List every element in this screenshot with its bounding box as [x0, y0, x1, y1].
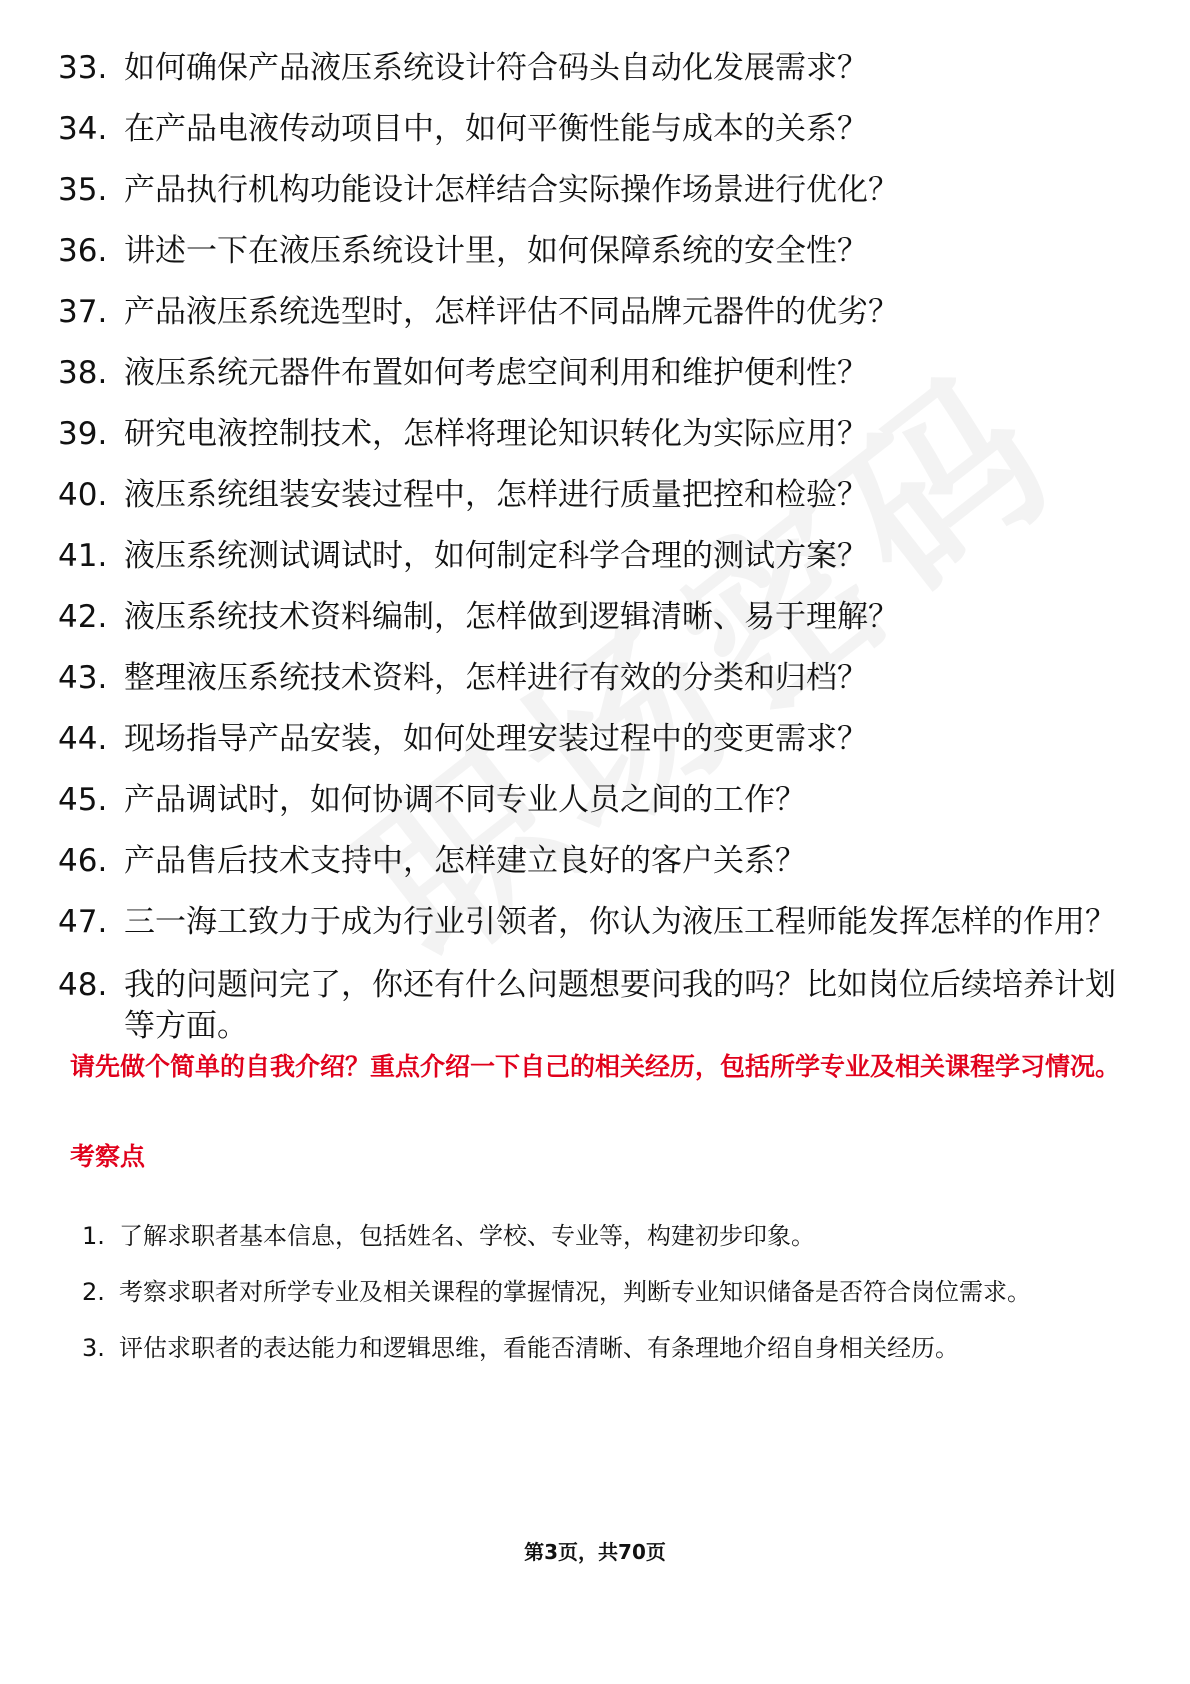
question-number: 44. — [58, 721, 108, 757]
point-text: 了解求职者基本信息，包括姓名、学校、专业等，构建初步印象。 — [119, 1222, 815, 1250]
question-number: 35. — [58, 172, 108, 208]
question-text: 在产品电液传动项目中，如何平衡性能与成本的关系？ — [124, 111, 868, 147]
question-number: 45. — [58, 782, 108, 818]
question-text: 我的问题问完了，你还有什么问题想要问我的吗？比如岗位后续培养计划等方面。 — [124, 967, 1116, 1044]
list-item — [58, 170, 1138, 211]
question-number: 34. — [58, 111, 108, 147]
list-item — [82, 1210, 1132, 1262]
point-number: 1. — [82, 1222, 105, 1250]
list-item — [58, 231, 1138, 272]
list-item — [58, 719, 1138, 760]
question-number: 47. — [58, 904, 108, 940]
question-text: 液压系统测试调试时，如何制定科学合理的测试方案？ — [124, 538, 868, 574]
list-item — [58, 902, 1138, 943]
question-number: 33. — [58, 50, 108, 86]
list-item — [58, 48, 1138, 89]
question-number: 38. — [58, 355, 108, 391]
list-item — [58, 658, 1138, 699]
question-text: 产品售后技术支持中，怎样建立良好的客户关系？ — [124, 843, 806, 879]
highlight-question: 请先做个简单的自我介绍？重点介绍一下自己的相关经历，包括所学专业及相关课程学习情况。 — [70, 1052, 1121, 1081]
question-number: 40. — [58, 477, 108, 513]
question-text: 三一海工致力于成为行业引领者，你认为液压工程师能发挥怎样的作用？ — [124, 904, 1116, 940]
question-text: 产品调试时，如何协调不同专业人员之间的工作？ — [124, 782, 806, 818]
list-item — [58, 780, 1138, 821]
question-text: 产品液压系统选型时，怎样评估不同品牌元器件的优劣？ — [124, 294, 899, 330]
point-text: 评估求职者的表达能力和逻辑思维，看能否清晰、有条理地介绍自身相关经历。 — [119, 1334, 959, 1362]
list-item — [58, 536, 1138, 577]
list-item — [82, 1322, 1132, 1374]
question-number: 42. — [58, 599, 108, 635]
question-number: 39. — [58, 416, 108, 452]
point-number: 3. — [82, 1334, 105, 1362]
list-item — [58, 292, 1138, 333]
list-item — [58, 965, 1138, 1047]
question-list — [58, 48, 1138, 1069]
question-number: 36. — [58, 233, 108, 269]
page-footer: 第3页，共70页 — [524, 1540, 666, 1564]
question-text: 液压系统技术资料编制，怎样做到逻辑清晰、易于理解？ — [124, 599, 899, 635]
question-text: 研究电液控制技术，怎样将理论知识转化为实际应用？ — [124, 416, 868, 452]
list-item — [82, 1266, 1132, 1318]
question-text: 如何确保产品液压系统设计符合码头自动化发展需求？ — [124, 50, 868, 86]
question-text: 整理液压系统技术资料，怎样进行有效的分类和归档？ — [124, 660, 868, 696]
list-item — [58, 475, 1138, 516]
question-number: 41. — [58, 538, 108, 574]
question-number: 37. — [58, 294, 108, 330]
question-text: 产品执行机构功能设计怎样结合实际操作场景进行优化？ — [124, 172, 899, 208]
list-item — [58, 841, 1138, 882]
assessment-points — [82, 1210, 1132, 1378]
list-item — [58, 414, 1138, 455]
list-item — [58, 109, 1138, 150]
list-item — [58, 353, 1138, 394]
list-item — [58, 597, 1138, 638]
question-number: 43. — [58, 660, 108, 696]
question-text: 液压系统元器件布置如何考虑空间利用和维护便利性？ — [124, 355, 868, 391]
question-number: 48. — [58, 967, 108, 1003]
section-heading: 考察点 — [70, 1142, 146, 1171]
question-text: 液压系统组装安装过程中，怎样进行质量把控和检验？ — [124, 477, 868, 513]
question-number: 46. — [58, 843, 108, 879]
question-text: 讲述一下在液压系统设计里，如何保障系统的安全性？ — [124, 233, 868, 269]
question-text: 现场指导产品安装，如何处理安装过程中的变更需求？ — [124, 721, 868, 757]
point-number: 2. — [82, 1278, 105, 1306]
point-text: 考察求职者对所学专业及相关课程的掌握情况，判断专业知识储备是否符合岗位需求。 — [119, 1278, 1031, 1306]
